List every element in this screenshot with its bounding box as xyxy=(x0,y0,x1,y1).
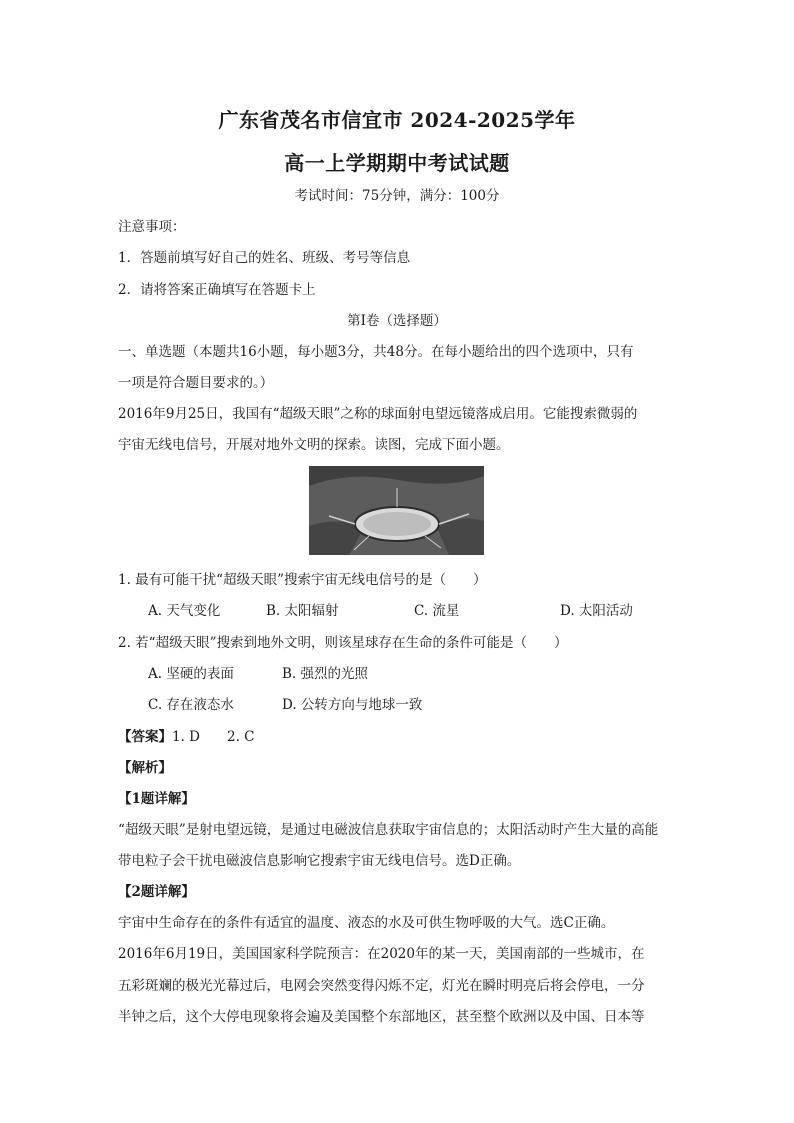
passage2-line-1: 2016年6月19日，美国国家科学院预言：在2020年的某一天，美国南部的一些城市，在 xyxy=(118,946,645,962)
question-2-stem: 2. 若“超级天眼”搜索到地外文明，则该星球存在生命的条件可能是（ ） xyxy=(118,635,568,651)
analysis-label: 【解析】 xyxy=(118,760,172,776)
question-2-option-d: D. 公转方向与地球一致 xyxy=(282,697,423,713)
passage2-line-3: 半钟之后，这个大停电现象将会遍及美国整个东部地区，甚至整个欧洲以及中国、日本等 xyxy=(118,1009,645,1025)
page-title: 广东省茂名市信宜市 2024-2025学年 xyxy=(218,108,576,132)
q1-analysis-line-2: 带电粒子会干扰电磁波信息影响它搜索宇宙无线电信号。选D正确。 xyxy=(118,853,521,869)
passage1-line-1: 2016年9月25日，我国有“超级天眼”之称的球面射电望远镜落成启用。它能搜索微弱的 xyxy=(118,406,638,422)
section-instruction-line-1: 一、单选题（本题共16小题，每小题3分，共48分。在每小题给出的四个选项中，只有 xyxy=(118,344,634,360)
passage2-line-2: 五彩斑斓的极光光幕过后，电网会突然变得闪烁不定，灯光在瞬时明亮后将会停电，一分 xyxy=(118,978,645,994)
exam-info: 考试时间：75分钟，满分：100分 xyxy=(294,188,500,204)
answer-label: 【答案】 xyxy=(118,729,172,745)
section-title: 第Ⅰ卷（选择题） xyxy=(347,313,447,329)
section-instruction-line-2: 一项是符合题目要求的。） xyxy=(118,375,274,391)
q1-analysis-label: 【1题详解】 xyxy=(118,791,195,807)
page-subtitle: 高一上学期期中考试试题 xyxy=(284,151,510,175)
q2-analysis-label: 【2题详解】 xyxy=(118,884,195,900)
notes-heading: 注意事项： xyxy=(118,219,186,235)
question-1-option-c: C. 流星 xyxy=(414,603,460,619)
question-1-option-a: A. 天气变化 xyxy=(148,603,221,619)
fast-telescope-photo xyxy=(309,466,484,555)
question-2-option-a: A. 坚硬的表面 xyxy=(148,666,234,682)
q2-analysis-line-1: 宇宙中生命存在的条件有适宜的温度、液态的水及可供生物呼吸的大气。选C正确。 xyxy=(118,915,615,931)
note-item-1: 1．答题前填写好自己的姓名、班级、考号等信息 xyxy=(118,250,411,266)
question-2-option-c: C. 存在液态水 xyxy=(148,697,234,713)
q1-analysis-line-1: “超级天眼”是射电望远镜，是通过电磁波信息获取宇宙信息的；太阳活动时产生大量的高能 xyxy=(118,822,659,838)
question-1-option-d: D. 太阳活动 xyxy=(560,603,633,619)
question-2-option-b: B. 强烈的光照 xyxy=(282,666,369,682)
answer-text: 1. D 2. C xyxy=(172,729,255,745)
telescope-image xyxy=(309,466,484,555)
answer-line xyxy=(118,728,698,746)
question-1-option-b: B. 太阳辐射 xyxy=(266,603,339,619)
passage1-line-2: 宇宙无线电信号，开展对地外文明的探索。读图，完成下面小题。 xyxy=(118,437,510,453)
note-item-2: 2．请将答案正确填写在答题卡上 xyxy=(118,282,316,298)
question-1-stem: 1. 最有可能干扰“超级天眼”搜索宇宙无线电信号的是（ ） xyxy=(118,572,487,588)
